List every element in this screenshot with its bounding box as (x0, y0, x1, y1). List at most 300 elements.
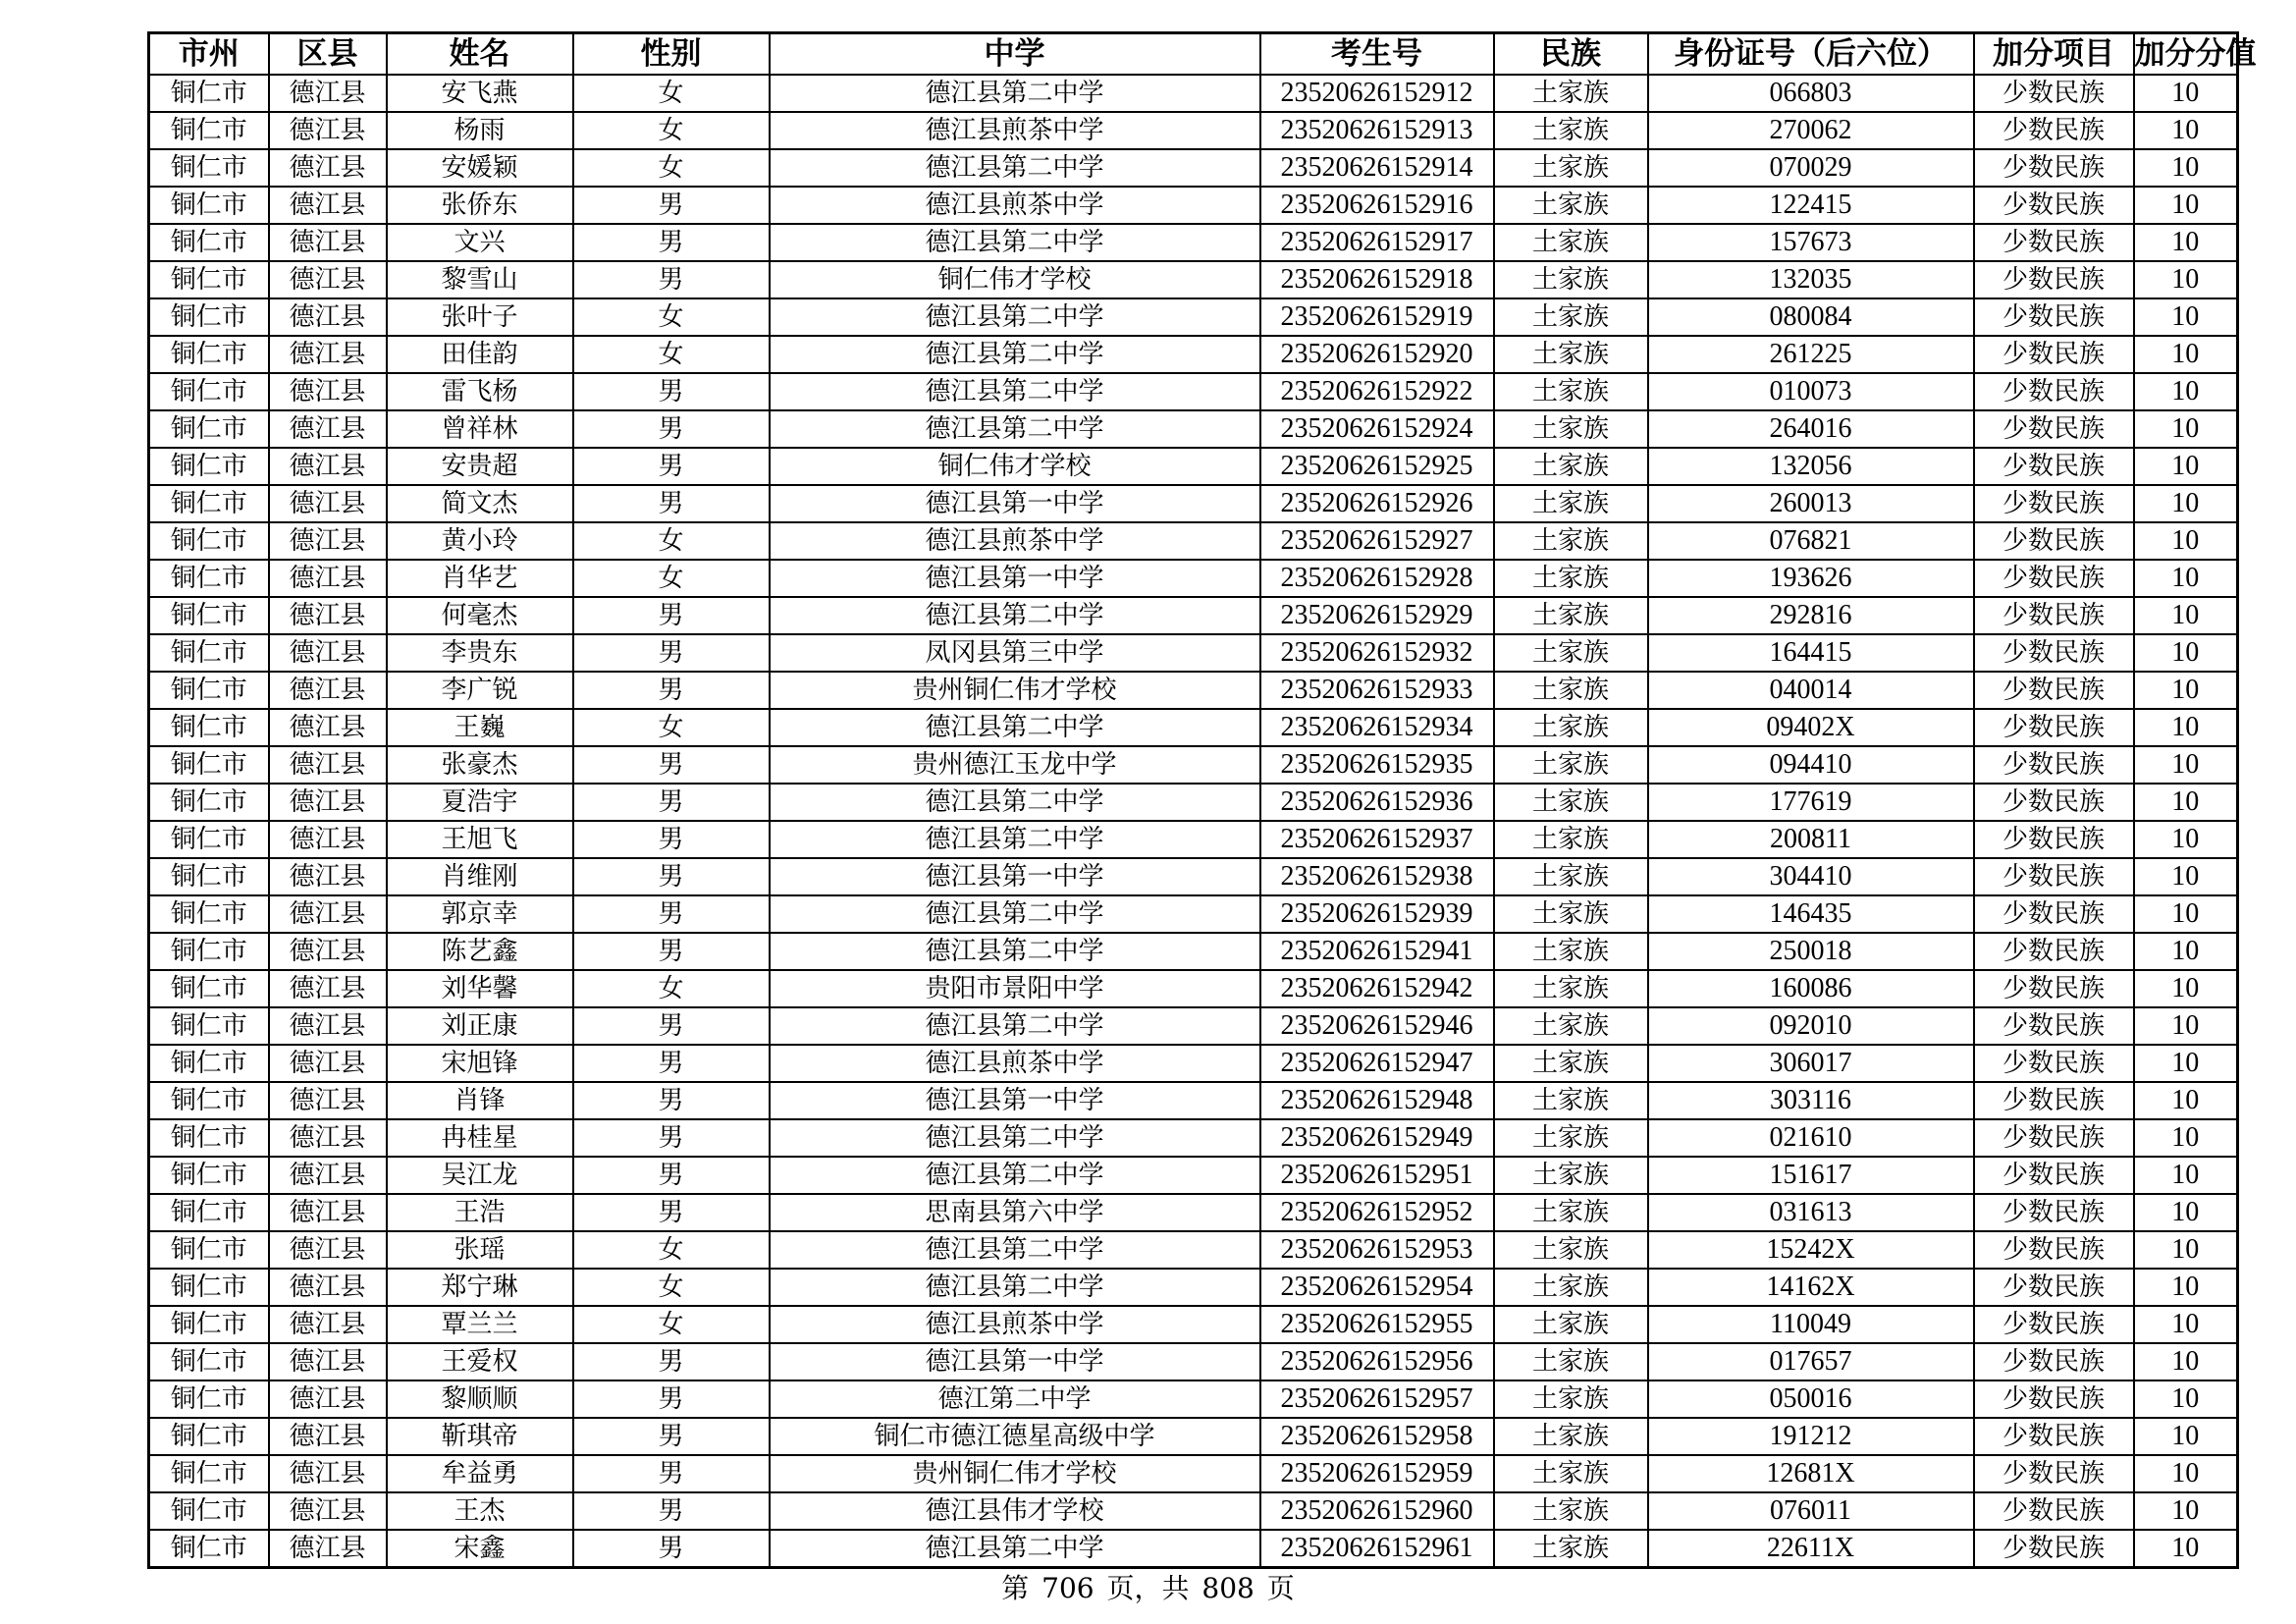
id-last-six-cell: 157673 (1648, 224, 1974, 261)
bonus-value-cell: 10 (2134, 746, 2238, 784)
ethnicity-cell: 土家族 (1494, 261, 1648, 298)
city-cell: 铜仁市 (149, 1455, 269, 1492)
exam-number-cell: 23520626152958 (1260, 1418, 1494, 1455)
bonus-value-cell: 10 (2134, 1119, 2238, 1157)
id-last-six-cell: 303116 (1648, 1082, 1974, 1119)
name-cell: 宋鑫 (387, 1530, 573, 1568)
exam-number-cell: 23520626152959 (1260, 1455, 1494, 1492)
name-cell: 文兴 (387, 224, 573, 261)
city-cell: 铜仁市 (149, 298, 269, 336)
school-cell: 德江县煎茶中学 (770, 187, 1260, 224)
col-header-exam-number: 考生号 (1260, 33, 1494, 76)
bonus-item-cell: 少数民族 (1974, 1119, 2134, 1157)
gender-cell: 女 (573, 1269, 770, 1306)
exam-number-cell: 23520626152961 (1260, 1530, 1494, 1568)
gender-cell: 女 (573, 560, 770, 597)
bonus-item-cell: 少数民族 (1974, 1306, 2134, 1343)
name-cell: 王浩 (387, 1194, 573, 1231)
gender-cell: 男 (573, 224, 770, 261)
name-cell: 冉桂星 (387, 1119, 573, 1157)
exam-number-cell: 23520626152956 (1260, 1343, 1494, 1380)
bonus-value-cell: 10 (2134, 1231, 2238, 1269)
bonus-value-cell: 10 (2134, 1380, 2238, 1418)
ethnicity-cell: 土家族 (1494, 522, 1648, 560)
table-body (149, 75, 2238, 1568)
city-cell: 铜仁市 (149, 1082, 269, 1119)
exam-number-cell: 23520626152919 (1260, 298, 1494, 336)
county-cell: 德江县 (269, 970, 387, 1007)
id-last-six-cell: 260013 (1648, 485, 1974, 522)
bonus-value-cell: 10 (2134, 1045, 2238, 1082)
name-cell: 李贵东 (387, 634, 573, 672)
gender-cell: 男 (573, 1045, 770, 1082)
name-cell: 郑宁琳 (387, 1269, 573, 1306)
id-last-six-cell: 031613 (1648, 1194, 1974, 1231)
name-cell: 张侨东 (387, 187, 573, 224)
gender-cell: 女 (573, 75, 770, 112)
bonus-item-cell: 少数民族 (1974, 1269, 2134, 1306)
id-last-six-cell: 164415 (1648, 634, 1974, 672)
table-row (149, 746, 2238, 784)
bonus-item-cell: 少数民族 (1974, 485, 2134, 522)
name-cell: 牟益勇 (387, 1455, 573, 1492)
gender-cell: 男 (573, 1418, 770, 1455)
bonus-item-cell: 少数民族 (1974, 75, 2134, 112)
id-last-six-cell: 270062 (1648, 112, 1974, 149)
city-cell: 铜仁市 (149, 858, 269, 895)
school-cell: 德江县第二中学 (770, 597, 1260, 634)
school-cell: 铜仁伟才学校 (770, 448, 1260, 485)
name-cell: 刘正康 (387, 1007, 573, 1045)
table-row (149, 1045, 2238, 1082)
ethnicity-cell: 土家族 (1494, 1418, 1648, 1455)
exam-number-cell: 23520626152922 (1260, 373, 1494, 410)
gender-cell: 男 (573, 672, 770, 709)
city-cell: 铜仁市 (149, 1119, 269, 1157)
table-row (149, 1157, 2238, 1194)
bonus-item-cell: 少数民族 (1974, 1045, 2134, 1082)
name-cell: 靳琪帝 (387, 1418, 573, 1455)
school-cell: 德江县第二中学 (770, 224, 1260, 261)
bonus-item-cell: 少数民族 (1974, 149, 2134, 187)
city-cell: 铜仁市 (149, 1194, 269, 1231)
bonus-value-cell: 10 (2134, 1157, 2238, 1194)
gender-cell: 男 (573, 1082, 770, 1119)
bonus-value-cell: 10 (2134, 261, 2238, 298)
ethnicity-cell: 土家族 (1494, 970, 1648, 1007)
id-last-six-cell: 094410 (1648, 746, 1974, 784)
school-cell: 贵州铜仁伟才学校 (770, 1455, 1260, 1492)
county-cell: 德江县 (269, 895, 387, 933)
school-cell: 德江县第二中学 (770, 410, 1260, 448)
ethnicity-cell: 土家族 (1494, 858, 1648, 895)
gender-cell: 女 (573, 149, 770, 187)
bonus-value-cell: 10 (2134, 1269, 2238, 1306)
col-header-ethnicity: 民族 (1494, 33, 1648, 76)
city-cell: 铜仁市 (149, 485, 269, 522)
name-cell: 张叶子 (387, 298, 573, 336)
gender-cell: 女 (573, 522, 770, 560)
bonus-item-cell: 少数民族 (1974, 522, 2134, 560)
city-cell: 铜仁市 (149, 448, 269, 485)
gender-cell: 男 (573, 1343, 770, 1380)
bonus-item-cell: 少数民族 (1974, 1343, 2134, 1380)
county-cell: 德江县 (269, 373, 387, 410)
ethnicity-cell: 土家族 (1494, 933, 1648, 970)
id-last-six-cell: 017657 (1648, 1343, 1974, 1380)
county-cell: 德江县 (269, 187, 387, 224)
city-cell: 铜仁市 (149, 373, 269, 410)
ethnicity-cell: 土家族 (1494, 1082, 1648, 1119)
school-cell: 德江县第一中学 (770, 560, 1260, 597)
exam-number-cell: 23520626152936 (1260, 784, 1494, 821)
county-cell: 德江县 (269, 933, 387, 970)
id-last-six-cell: 010073 (1648, 373, 1974, 410)
county-cell: 德江县 (269, 75, 387, 112)
county-cell: 德江县 (269, 485, 387, 522)
gender-cell: 男 (573, 821, 770, 858)
bonus-item-cell: 少数民族 (1974, 634, 2134, 672)
county-cell: 德江县 (269, 224, 387, 261)
city-cell: 铜仁市 (149, 187, 269, 224)
school-cell: 德江县第二中学 (770, 1269, 1260, 1306)
bonus-value-cell: 10 (2134, 1194, 2238, 1231)
id-last-six-cell: 160086 (1648, 970, 1974, 1007)
exam-number-cell: 23520626152918 (1260, 261, 1494, 298)
gender-cell: 男 (573, 784, 770, 821)
name-cell: 夏浩宇 (387, 784, 573, 821)
ethnicity-cell: 土家族 (1494, 597, 1648, 634)
city-cell: 铜仁市 (149, 1045, 269, 1082)
gender-cell: 男 (573, 1007, 770, 1045)
bonus-item-cell: 少数民族 (1974, 1492, 2134, 1530)
county-cell: 德江县 (269, 448, 387, 485)
id-last-six-cell: 092010 (1648, 1007, 1974, 1045)
name-cell: 吴江龙 (387, 1157, 573, 1194)
table-row (149, 298, 2238, 336)
city-cell: 铜仁市 (149, 1231, 269, 1269)
table-row (149, 1380, 2238, 1418)
city-cell: 铜仁市 (149, 1007, 269, 1045)
bonus-points-table (147, 31, 2257, 1569)
gender-cell: 男 (573, 858, 770, 895)
school-cell: 德江县第一中学 (770, 1082, 1260, 1119)
col-header-bonus-item: 加分项目 (1974, 33, 2134, 76)
city-cell: 铜仁市 (149, 970, 269, 1007)
id-last-six-cell: 250018 (1648, 933, 1974, 970)
city-cell: 铜仁市 (149, 1418, 269, 1455)
table-row (149, 1343, 2238, 1380)
school-cell: 德江县煎茶中学 (770, 112, 1260, 149)
county-cell: 德江县 (269, 1455, 387, 1492)
id-last-six-cell: 151617 (1648, 1157, 1974, 1194)
bonus-item-cell: 少数民族 (1974, 709, 2134, 746)
exam-number-cell: 23520626152941 (1260, 933, 1494, 970)
bonus-value-cell: 10 (2134, 224, 2238, 261)
bonus-item-cell: 少数民族 (1974, 224, 2134, 261)
name-cell: 陈艺鑫 (387, 933, 573, 970)
id-last-six-cell: 191212 (1648, 1418, 1974, 1455)
city-cell: 铜仁市 (149, 597, 269, 634)
bonus-value-cell: 10 (2134, 1530, 2238, 1568)
col-header-county: 区县 (269, 33, 387, 76)
bonus-value-cell: 10 (2134, 597, 2238, 634)
gender-cell: 男 (573, 634, 770, 672)
bonus-item-cell: 少数民族 (1974, 336, 2134, 373)
bonus-value-cell: 10 (2134, 373, 2238, 410)
school-cell: 德江县第二中学 (770, 1530, 1260, 1568)
school-cell: 德江县第二中学 (770, 75, 1260, 112)
bonus-value-cell: 10 (2134, 709, 2238, 746)
school-cell: 德江县第二中学 (770, 1231, 1260, 1269)
gender-cell: 男 (573, 1380, 770, 1418)
name-cell: 黄小玲 (387, 522, 573, 560)
exam-number-cell: 23520626152929 (1260, 597, 1494, 634)
name-cell: 郭京幸 (387, 895, 573, 933)
bonus-value-cell: 10 (2134, 336, 2238, 373)
county-cell: 德江县 (269, 821, 387, 858)
table-row (149, 261, 2238, 298)
school-cell: 凤冈县第三中学 (770, 634, 1260, 672)
table-row (149, 1007, 2238, 1045)
county-cell: 德江县 (269, 1380, 387, 1418)
school-cell: 德江县第二中学 (770, 1157, 1260, 1194)
bonus-item-cell: 少数民族 (1974, 298, 2134, 336)
bonus-item-cell: 少数民族 (1974, 560, 2134, 597)
bonus-value-cell: 10 (2134, 1418, 2238, 1455)
ethnicity-cell: 土家族 (1494, 1231, 1648, 1269)
county-cell: 德江县 (269, 336, 387, 373)
bonus-item-cell: 少数民族 (1974, 597, 2134, 634)
city-cell: 铜仁市 (149, 1306, 269, 1343)
bonus-item-cell: 少数民族 (1974, 1530, 2134, 1568)
city-cell: 铜仁市 (149, 336, 269, 373)
gender-cell: 男 (573, 410, 770, 448)
ethnicity-cell: 土家族 (1494, 1119, 1648, 1157)
bonus-item-cell: 少数民族 (1974, 1380, 2134, 1418)
id-last-six-cell: 021610 (1648, 1119, 1974, 1157)
ethnicity-cell: 土家族 (1494, 187, 1648, 224)
gender-cell: 女 (573, 970, 770, 1007)
gender-cell: 女 (573, 336, 770, 373)
name-cell: 李广锐 (387, 672, 573, 709)
name-cell: 安贵超 (387, 448, 573, 485)
ethnicity-cell: 土家族 (1494, 1269, 1648, 1306)
county-cell: 德江县 (269, 1045, 387, 1082)
name-cell: 雷飞杨 (387, 373, 573, 410)
school-cell: 德江县第二中学 (770, 1007, 1260, 1045)
bonus-item-cell: 少数民族 (1974, 858, 2134, 895)
bonus-item-cell: 少数民族 (1974, 112, 2134, 149)
exam-number-cell: 23520626152924 (1260, 410, 1494, 448)
school-cell: 德江县煎茶中学 (770, 1045, 1260, 1082)
county-cell: 德江县 (269, 709, 387, 746)
bonus-value-cell: 10 (2134, 895, 2238, 933)
table-row (149, 709, 2238, 746)
col-header-name: 姓名 (387, 33, 573, 76)
city-cell: 铜仁市 (149, 821, 269, 858)
id-last-six-cell: 304410 (1648, 858, 1974, 895)
gender-cell: 女 (573, 1306, 770, 1343)
name-cell: 肖华艺 (387, 560, 573, 597)
school-cell: 铜仁伟才学校 (770, 261, 1260, 298)
table-row (149, 1082, 2238, 1119)
col-header-school: 中学 (770, 33, 1260, 76)
county-cell: 德江县 (269, 410, 387, 448)
school-cell: 德江县第二中学 (770, 784, 1260, 821)
exam-number-cell: 23520626152953 (1260, 1231, 1494, 1269)
col-header-city: 市州 (149, 33, 269, 76)
school-cell: 德江县第一中学 (770, 858, 1260, 895)
name-cell: 王杰 (387, 1492, 573, 1530)
gender-cell: 男 (573, 187, 770, 224)
bonus-item-cell: 少数民族 (1974, 1157, 2134, 1194)
ethnicity-cell: 土家族 (1494, 746, 1648, 784)
id-last-six-cell: 264016 (1648, 410, 1974, 448)
name-cell: 曾祥林 (387, 410, 573, 448)
id-last-six-cell: 050016 (1648, 1380, 1974, 1418)
city-cell: 铜仁市 (149, 634, 269, 672)
exam-number-cell: 23520626152948 (1260, 1082, 1494, 1119)
gender-cell: 男 (573, 746, 770, 784)
bonus-value-cell: 10 (2134, 149, 2238, 187)
table-row (149, 149, 2238, 187)
bonus-value-cell: 10 (2134, 298, 2238, 336)
id-last-six-cell: 110049 (1648, 1306, 1974, 1343)
bonus-item-cell: 少数民族 (1974, 373, 2134, 410)
name-cell: 王巍 (387, 709, 573, 746)
bonus-value-cell: 10 (2134, 1343, 2238, 1380)
county-cell: 德江县 (269, 1007, 387, 1045)
school-cell: 铜仁市德江德星高级中学 (770, 1418, 1260, 1455)
city-cell: 铜仁市 (149, 1269, 269, 1306)
county-cell: 德江县 (269, 1194, 387, 1231)
exam-number-cell: 23520626152952 (1260, 1194, 1494, 1231)
exam-number-cell: 23520626152928 (1260, 560, 1494, 597)
name-cell: 肖锋 (387, 1082, 573, 1119)
county-cell: 德江县 (269, 1343, 387, 1380)
gender-cell: 男 (573, 1530, 770, 1568)
county-cell: 德江县 (269, 560, 387, 597)
id-last-six-cell: 22611X (1648, 1530, 1974, 1568)
school-cell: 德江县伟才学校 (770, 1492, 1260, 1530)
table-row (149, 112, 2238, 149)
ethnicity-cell: 土家族 (1494, 1306, 1648, 1343)
exam-number-cell: 23520626152947 (1260, 1045, 1494, 1082)
table-row (149, 970, 2238, 1007)
bonus-item-cell: 少数民族 (1974, 970, 2134, 1007)
county-cell: 德江县 (269, 1306, 387, 1343)
table-row (149, 1119, 2238, 1157)
exam-number-cell: 23520626152949 (1260, 1119, 1494, 1157)
table-row (149, 1530, 2238, 1568)
county-cell: 德江县 (269, 1082, 387, 1119)
bonus-item-cell: 少数民族 (1974, 1418, 2134, 1455)
city-cell: 铜仁市 (149, 1380, 269, 1418)
bonus-value-cell: 10 (2134, 1082, 2238, 1119)
city-cell: 铜仁市 (149, 895, 269, 933)
table-row (149, 187, 2238, 224)
table-row (149, 1455, 2238, 1492)
gender-cell: 男 (573, 895, 770, 933)
col-header-id-last-six: 身份证号（后六位） (1648, 33, 1974, 76)
gender-cell: 女 (573, 709, 770, 746)
county-cell: 德江县 (269, 112, 387, 149)
bonus-value-cell: 10 (2134, 784, 2238, 821)
bonus-value-cell: 10 (2134, 485, 2238, 522)
name-cell: 刘华馨 (387, 970, 573, 1007)
id-last-six-cell: 122415 (1648, 187, 1974, 224)
id-last-six-cell: 080084 (1648, 298, 1974, 336)
school-cell: 贵州德江玉龙中学 (770, 746, 1260, 784)
gender-cell: 男 (573, 1194, 770, 1231)
table-row (149, 933, 2238, 970)
county-cell: 德江县 (269, 784, 387, 821)
id-last-six-cell: 040014 (1648, 672, 1974, 709)
bonus-item-cell: 少数民族 (1974, 821, 2134, 858)
gender-cell: 男 (573, 485, 770, 522)
bonus-value-cell: 10 (2134, 634, 2238, 672)
table-row (149, 522, 2238, 560)
bonus-value-cell: 10 (2134, 858, 2238, 895)
id-last-six-cell: 200811 (1648, 821, 1974, 858)
county-cell: 德江县 (269, 1119, 387, 1157)
ethnicity-cell: 土家族 (1494, 1343, 1648, 1380)
city-cell: 铜仁市 (149, 746, 269, 784)
county-cell: 德江县 (269, 1492, 387, 1530)
bonus-value-cell: 10 (2134, 1455, 2238, 1492)
ethnicity-cell: 土家族 (1494, 298, 1648, 336)
city-cell: 铜仁市 (149, 261, 269, 298)
city-cell: 铜仁市 (149, 709, 269, 746)
county-cell: 德江县 (269, 1269, 387, 1306)
city-cell: 铜仁市 (149, 410, 269, 448)
table-row (149, 448, 2238, 485)
city-cell: 铜仁市 (149, 224, 269, 261)
ethnicity-cell: 土家族 (1494, 373, 1648, 410)
school-cell: 德江县煎茶中学 (770, 522, 1260, 560)
bonus-value-cell: 10 (2134, 187, 2238, 224)
county-cell: 德江县 (269, 1157, 387, 1194)
county-cell: 德江县 (269, 261, 387, 298)
table-row (149, 373, 2238, 410)
gender-cell: 男 (573, 933, 770, 970)
name-cell: 宋旭锋 (387, 1045, 573, 1082)
ethnicity-cell: 土家族 (1494, 821, 1648, 858)
bonus-value-cell: 10 (2134, 1007, 2238, 1045)
table-row (149, 1194, 2238, 1231)
id-last-six-cell: 146435 (1648, 895, 1974, 933)
city-cell: 铜仁市 (149, 1157, 269, 1194)
ethnicity-cell: 土家族 (1494, 224, 1648, 261)
table-row (149, 336, 2238, 373)
exam-number-cell: 23520626152933 (1260, 672, 1494, 709)
exam-number-cell: 23520626152939 (1260, 895, 1494, 933)
table-row (149, 560, 2238, 597)
school-cell: 德江县第一中学 (770, 485, 1260, 522)
school-cell: 德江县第二中学 (770, 1119, 1260, 1157)
county-cell: 德江县 (269, 746, 387, 784)
bonus-value-cell: 10 (2134, 1306, 2238, 1343)
bonus-value-cell: 10 (2134, 410, 2238, 448)
name-cell: 张瑶 (387, 1231, 573, 1269)
table-row (149, 784, 2238, 821)
table-row (149, 821, 2238, 858)
table-row (149, 672, 2238, 709)
bonus-value-cell: 10 (2134, 672, 2238, 709)
school-cell: 德江县第二中学 (770, 373, 1260, 410)
name-cell: 张豪杰 (387, 746, 573, 784)
